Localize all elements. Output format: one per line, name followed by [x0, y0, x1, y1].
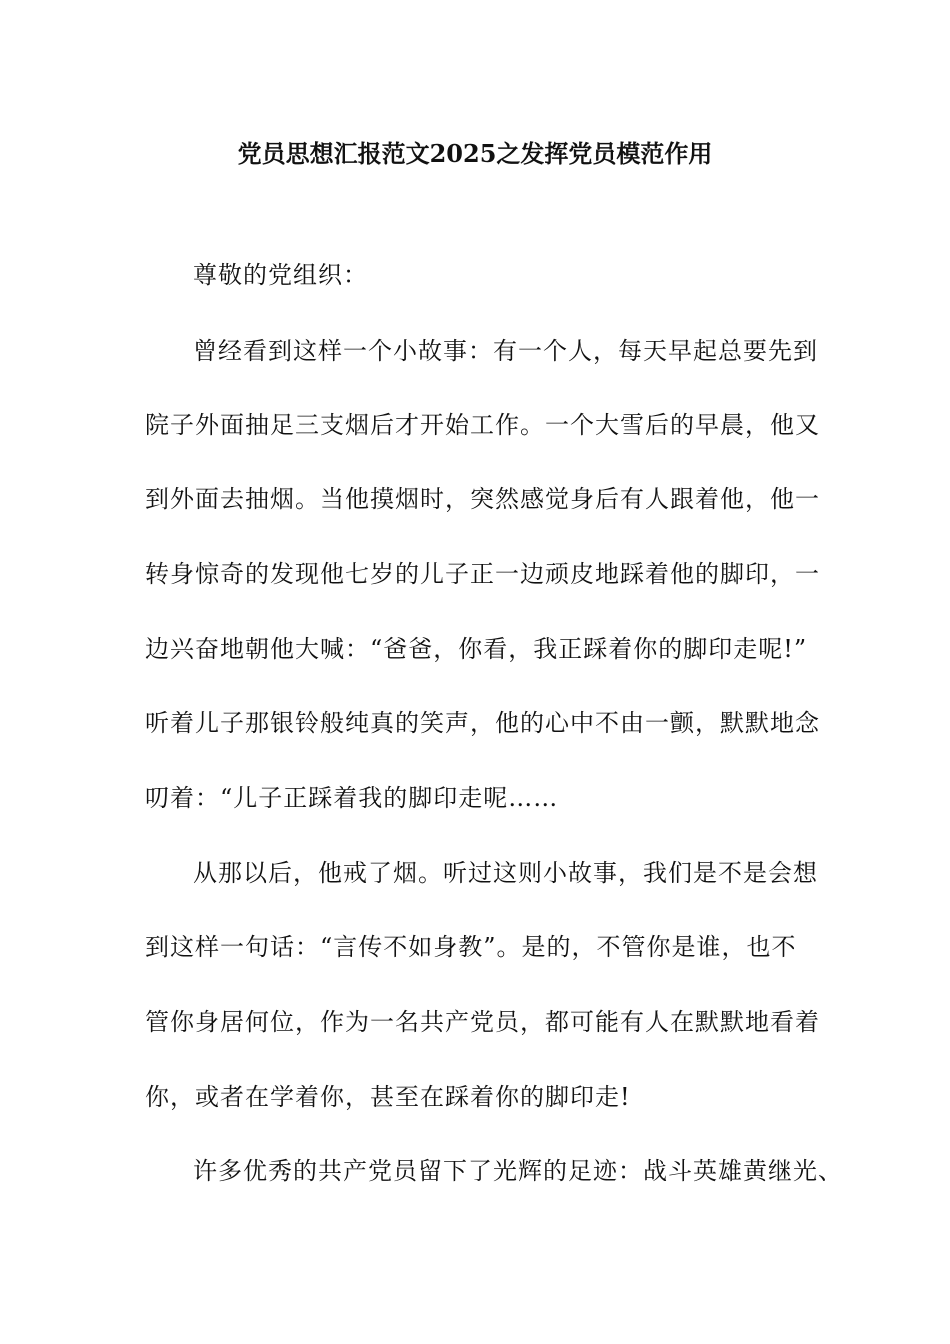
paragraph-line: 叨着：“儿子正踩着我的脚印走呢……: [145, 784, 559, 812]
paragraph-line: 到这样一句话：“言传不如身教”。是的，不管你是谁，也不: [145, 933, 797, 961]
paragraph-line: 从那以后，他戒了烟。听过这则小故事，我们是不是会想: [193, 859, 818, 887]
paragraph-line: 管你身居何位，作为一名共产党员，都可能有人在默默地看着: [145, 1008, 820, 1036]
paragraph-line: 到外面去抽烟。当他摸烟时，突然感觉身后有人跟着他，他一: [145, 485, 820, 513]
paragraph-line: 转身惊奇的发现他七岁的儿子正一边顽皮地踩着他的脚印，一: [145, 560, 820, 588]
salutation-line: 尊敬的党组织：: [193, 261, 368, 289]
paragraph-line: 曾经看到这样一个小故事：有一个人，每天早起总要先到: [193, 337, 818, 365]
paragraph-line: 许多优秀的共产党员留下了光辉的足迹：战斗英雄黄继光、: [193, 1157, 843, 1185]
paragraph-line: 边兴奋地朝他大喊：“爸爸，你看，我正踩着你的脚印走呢!”: [145, 635, 808, 663]
paragraph-line: 听着儿子那银铃般纯真的笑声，他的心中不由一颤，默默地念: [145, 709, 820, 737]
paragraph-line: 你，或者在学着你，甚至在踩着你的脚印走!: [145, 1083, 631, 1111]
document-title: 党员思想汇报范文2025之发挥党员模范作用: [237, 139, 713, 168]
paragraph-line: 院子外面抽足三支烟后才开始工作。一个大雪后的早晨，他又: [145, 411, 820, 439]
